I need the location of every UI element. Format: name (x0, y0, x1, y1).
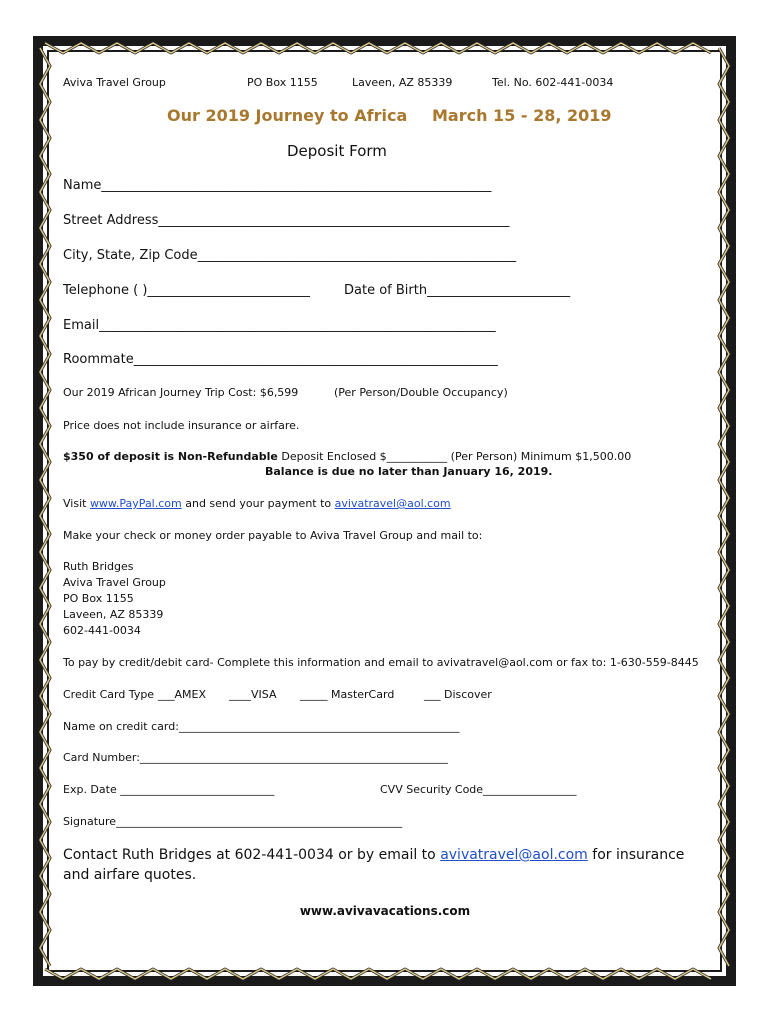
roommate-field[interactable]: Roommate________________________________________________________ (63, 352, 498, 367)
trip-title: Our 2019 Journey to Africa (167, 106, 408, 125)
card-type-mastercard[interactable]: _____ MasterCard (300, 688, 395, 701)
header-po-box: PO Box 1155 (247, 76, 318, 89)
visit-mid: and send your payment to (181, 497, 335, 510)
street-address-field[interactable]: Street Address______________________________________________________ (63, 213, 510, 228)
header-tel: Tel. No. 602-441-0034 (492, 76, 614, 89)
header-org: Aviva Travel Group (63, 76, 166, 89)
mail-city: Laveen, AZ 85339 (63, 608, 164, 621)
mail-phone: 602-441-0034 (63, 624, 141, 637)
cvv-field[interactable]: CVV Security Code_________________ (380, 783, 577, 796)
contact-prefix: Contact Ruth Bridges at 602-441-0034 or by email to (63, 847, 441, 863)
balance-due: Balance is due no later than January 16, 2019. (265, 465, 553, 478)
mail-name: Ruth Bridges (63, 560, 134, 573)
mail-org: Aviva Travel Group (63, 576, 166, 589)
email-link[interactable]: avivatravel@aol.com (334, 497, 451, 510)
city-state-zip-field[interactable]: City, State, Zip Code_________________________________________________ (63, 248, 517, 263)
website: www.avivavacations.com (299, 904, 471, 918)
card-type-discover[interactable]: ___ Discover (424, 688, 492, 701)
deposit-line (63, 450, 631, 464)
contact-suffix: for insurance and airfare quotes. (63, 847, 685, 883)
telephone-field[interactable]: Telephone ( )_________________________ (63, 283, 310, 298)
mail-po-box: PO Box 1155 (63, 592, 134, 605)
name-on-card-field[interactable]: Name on credit card:___________________________________________________ (63, 720, 460, 733)
card-type-visa[interactable]: ____VISA (229, 688, 277, 701)
header-city: Laveen, AZ 85339 (352, 76, 453, 89)
form-title: Deposit Form (287, 142, 387, 160)
deposit-enclosed-field[interactable]: Deposit Enclosed $___________ (Per Person) Minimum $1,500.00 (277, 450, 632, 463)
visit-prefix: Visit (63, 497, 90, 510)
email-field[interactable]: Email_____________________________________________________________ (63, 318, 496, 333)
signature-field[interactable]: Signature____________________________________________________ (63, 815, 403, 828)
price-exclusions: Price does not include insurance or airfare. (63, 419, 300, 432)
card-type-amex[interactable]: ___AMEX (158, 688, 207, 701)
check-instructions: Make your check or money order payable to Aviva Travel Group and mail to: (63, 529, 483, 542)
occupancy-note: (Per Person/Double Occupancy) (334, 386, 508, 399)
contact-email-link[interactable]: avivatravel@aol.com (440, 847, 588, 863)
paypal-link[interactable]: www.PayPal.com (89, 497, 182, 510)
trip-dates: March 15 - 28, 2019 (432, 106, 612, 125)
trip-cost: Our 2019 African Journey Trip Cost: $6,599 (63, 386, 299, 399)
card-instructions: To pay by credit/debit card- Complete this information and email to avivatravel@aol.com or fax to: 1-630-559-8445 (63, 656, 699, 669)
deposit-non-refundable: $350 of deposit is Non-Refundable (63, 450, 278, 463)
contact-note (63, 845, 703, 885)
card-type-label: Credit Card Type (63, 688, 155, 701)
name-field[interactable]: Name____________________________________________________________ (63, 178, 492, 193)
paypal-instructions (63, 497, 451, 511)
date-of-birth-field[interactable]: Date of Birth______________________ (344, 283, 571, 298)
card-number-field[interactable]: Card Number:________________________________________________________ (63, 751, 448, 764)
exp-date-field[interactable]: Exp. Date ____________________________ (63, 783, 275, 796)
